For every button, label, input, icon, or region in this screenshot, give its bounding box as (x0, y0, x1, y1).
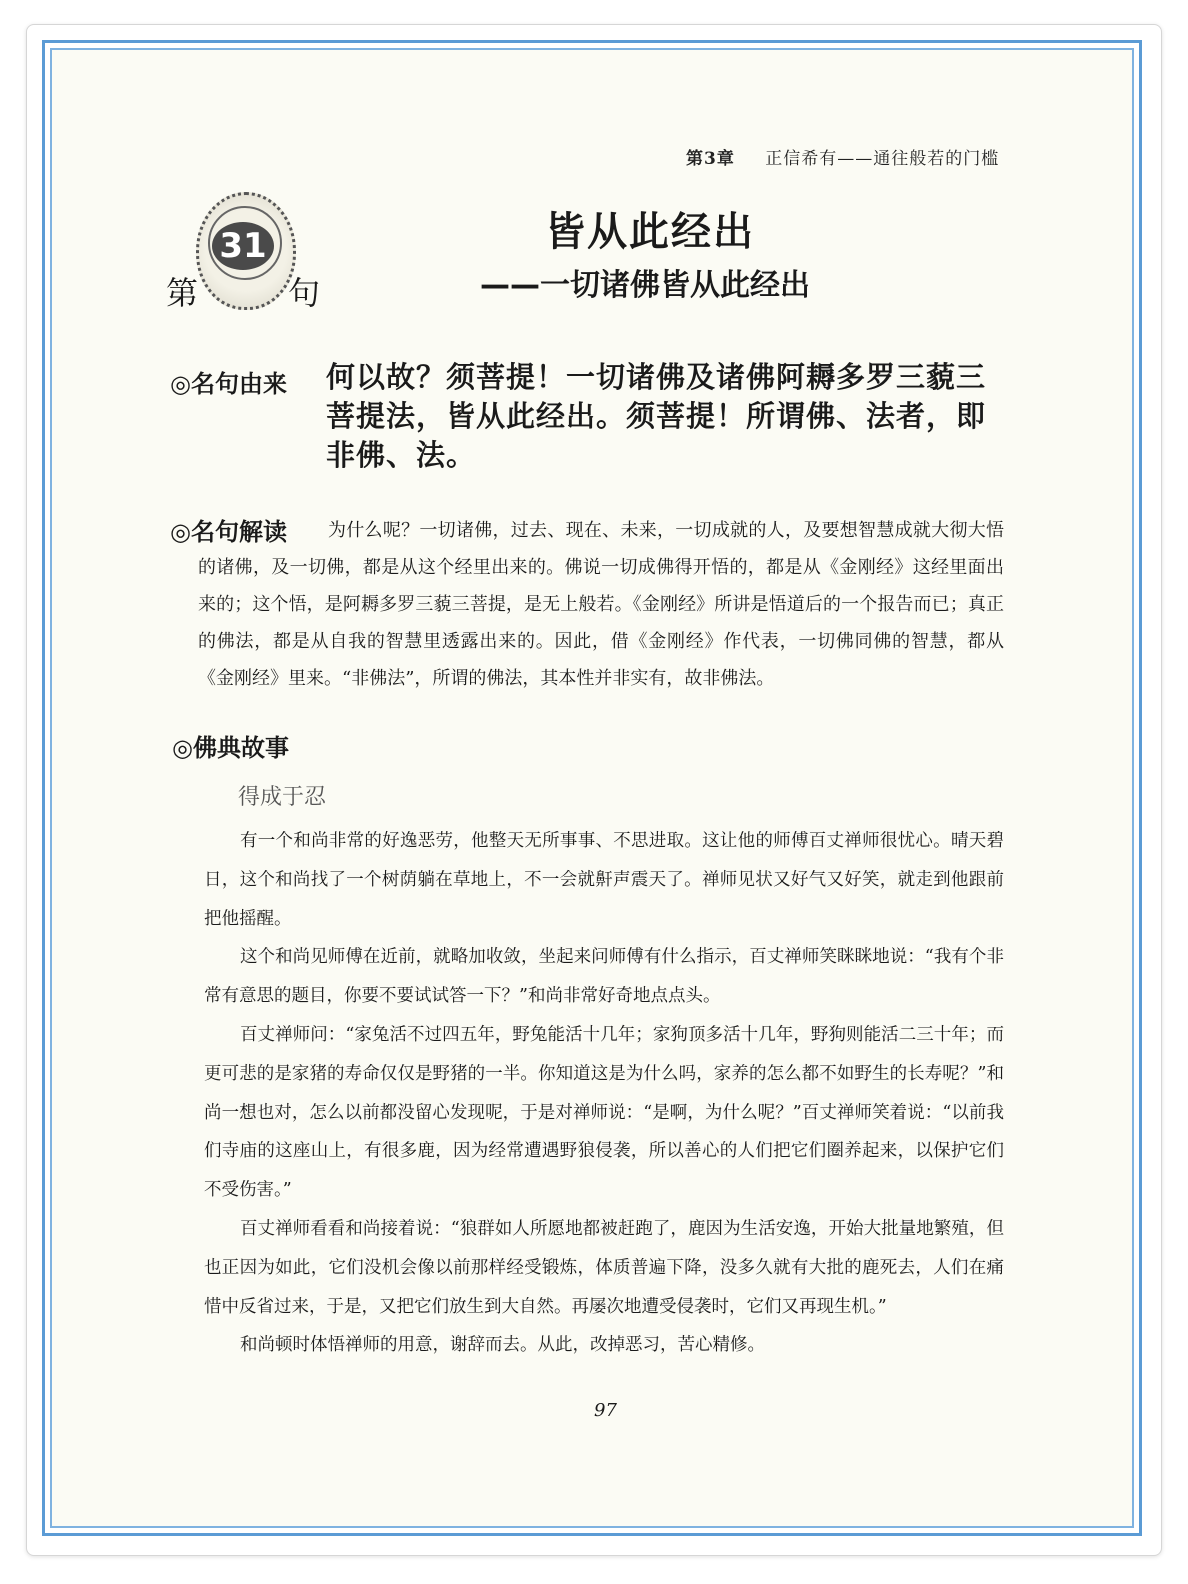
interpretation-text: 为什么呢？一切诸佛，过去、现在、未来，一切成就的人，及要想智慧成就大彻大悟的诸佛，及一切佛，都是从这个经里出来的。佛说一切成佛得开悟的，都是从《金刚经》这经里面出来的；这个悟，是阿耨多罗三藐三菩提，是无上般若。《金刚经》所讲是悟道后的一个报告而已；真正的佛法，都是从自我的智慧里透露出来的。因此，借《金刚经》作代表，一切佛同佛的智慧，都从《金刚经》里来。“非佛法”，所谓的佛法，其本性并非实有，故非佛法。 (198, 520, 1004, 689)
section-label-story: ◎佛典故事 (172, 734, 289, 762)
page-number: 97 (594, 1400, 617, 1421)
story-paragraph: 有一个和尚非常的好逸恶劳，他整天无所事事、不思进取。这让他的师傅百丈禅师很忧心。晴天碧日，这个和尚找了一个树荫躺在草地上，不一会就鼾声震天了。禅师见状又好气又好笑，就走到他跟前把他摇醒。 (204, 831, 1004, 929)
running-head-title: 正信希有——通往般若的门槛 (765, 149, 1000, 169)
sentence-number-badge (160, 186, 330, 316)
badge-suffix: 句 (288, 274, 321, 312)
story-paragraph: 百丈禅师问：“家兔活不过四五年，野兔能活十几年；家狗顶多活十几年，野狗则能活二三十年；而更可悲的是家猪的寿命仅仅是野猪的一半。你知道这是为什么吗，家养的怎么都不如野生的长寿呢？”和尚一想也对，怎么以前都没留心发现呢，于是对禅师说：“是啊，为什么呢？”百丈禅师笑着说：“以前我们寺庙的这座山上，有很多鹿，因为经常遭遇野狼侵袭，所以善心的人们把它们圈养起来，以保护它们不受伤害。” (204, 1024, 1004, 1201)
origin-quote: 何以故？须菩提！一切诸佛及诸佛阿耨多罗三藐三菩提法，皆从此经出。须菩提！所谓佛、法者，即非佛、法。 (326, 360, 987, 472)
section-label-origin: ◎名句由来 (170, 370, 287, 398)
running-head-chapter: 第3章 (686, 149, 735, 169)
story-title: 得成于忍 (238, 785, 327, 810)
page-title: 皆从此经出 (545, 209, 755, 255)
story-paragraph: 这个和尚见师傅在近前，就略加收敛，坐起来问师傅有什么指示，百丈禅师笑眯眯地说：“我有个非常有意思的题目，你要不要试试答一下？”和尚非常好奇地点点头。 (204, 947, 1004, 1007)
story-body (204, 822, 1004, 1365)
story-paragraph: 百丈禅师看看和尚接着说：“狼群如人所愿地都被赶跑了，鹿因为生活安逸，开始大批量地繁殖，但也正因为如此，它们没机会像以前那样经受锻炼，体质普遍下降，没多久就有大批的鹿死去，人们在痛惜中反省过来，于是，又把它们放生到大自然。再屡次地遭受侵袭时，它们又再现生机。” (204, 1218, 1004, 1317)
badge-number: 31 (212, 222, 274, 270)
story-paragraph: 和尚顿时体悟禅师的用意，谢辞而去。从此，改掉恶习，苦心精修。 (240, 1335, 765, 1356)
page-subtitle: ——一切诸佛皆从此经出 (480, 268, 810, 303)
badge-prefix: 第 (166, 274, 199, 312)
running-head (686, 144, 999, 169)
section-label-interpretation: ◎名句解读 (170, 518, 287, 546)
